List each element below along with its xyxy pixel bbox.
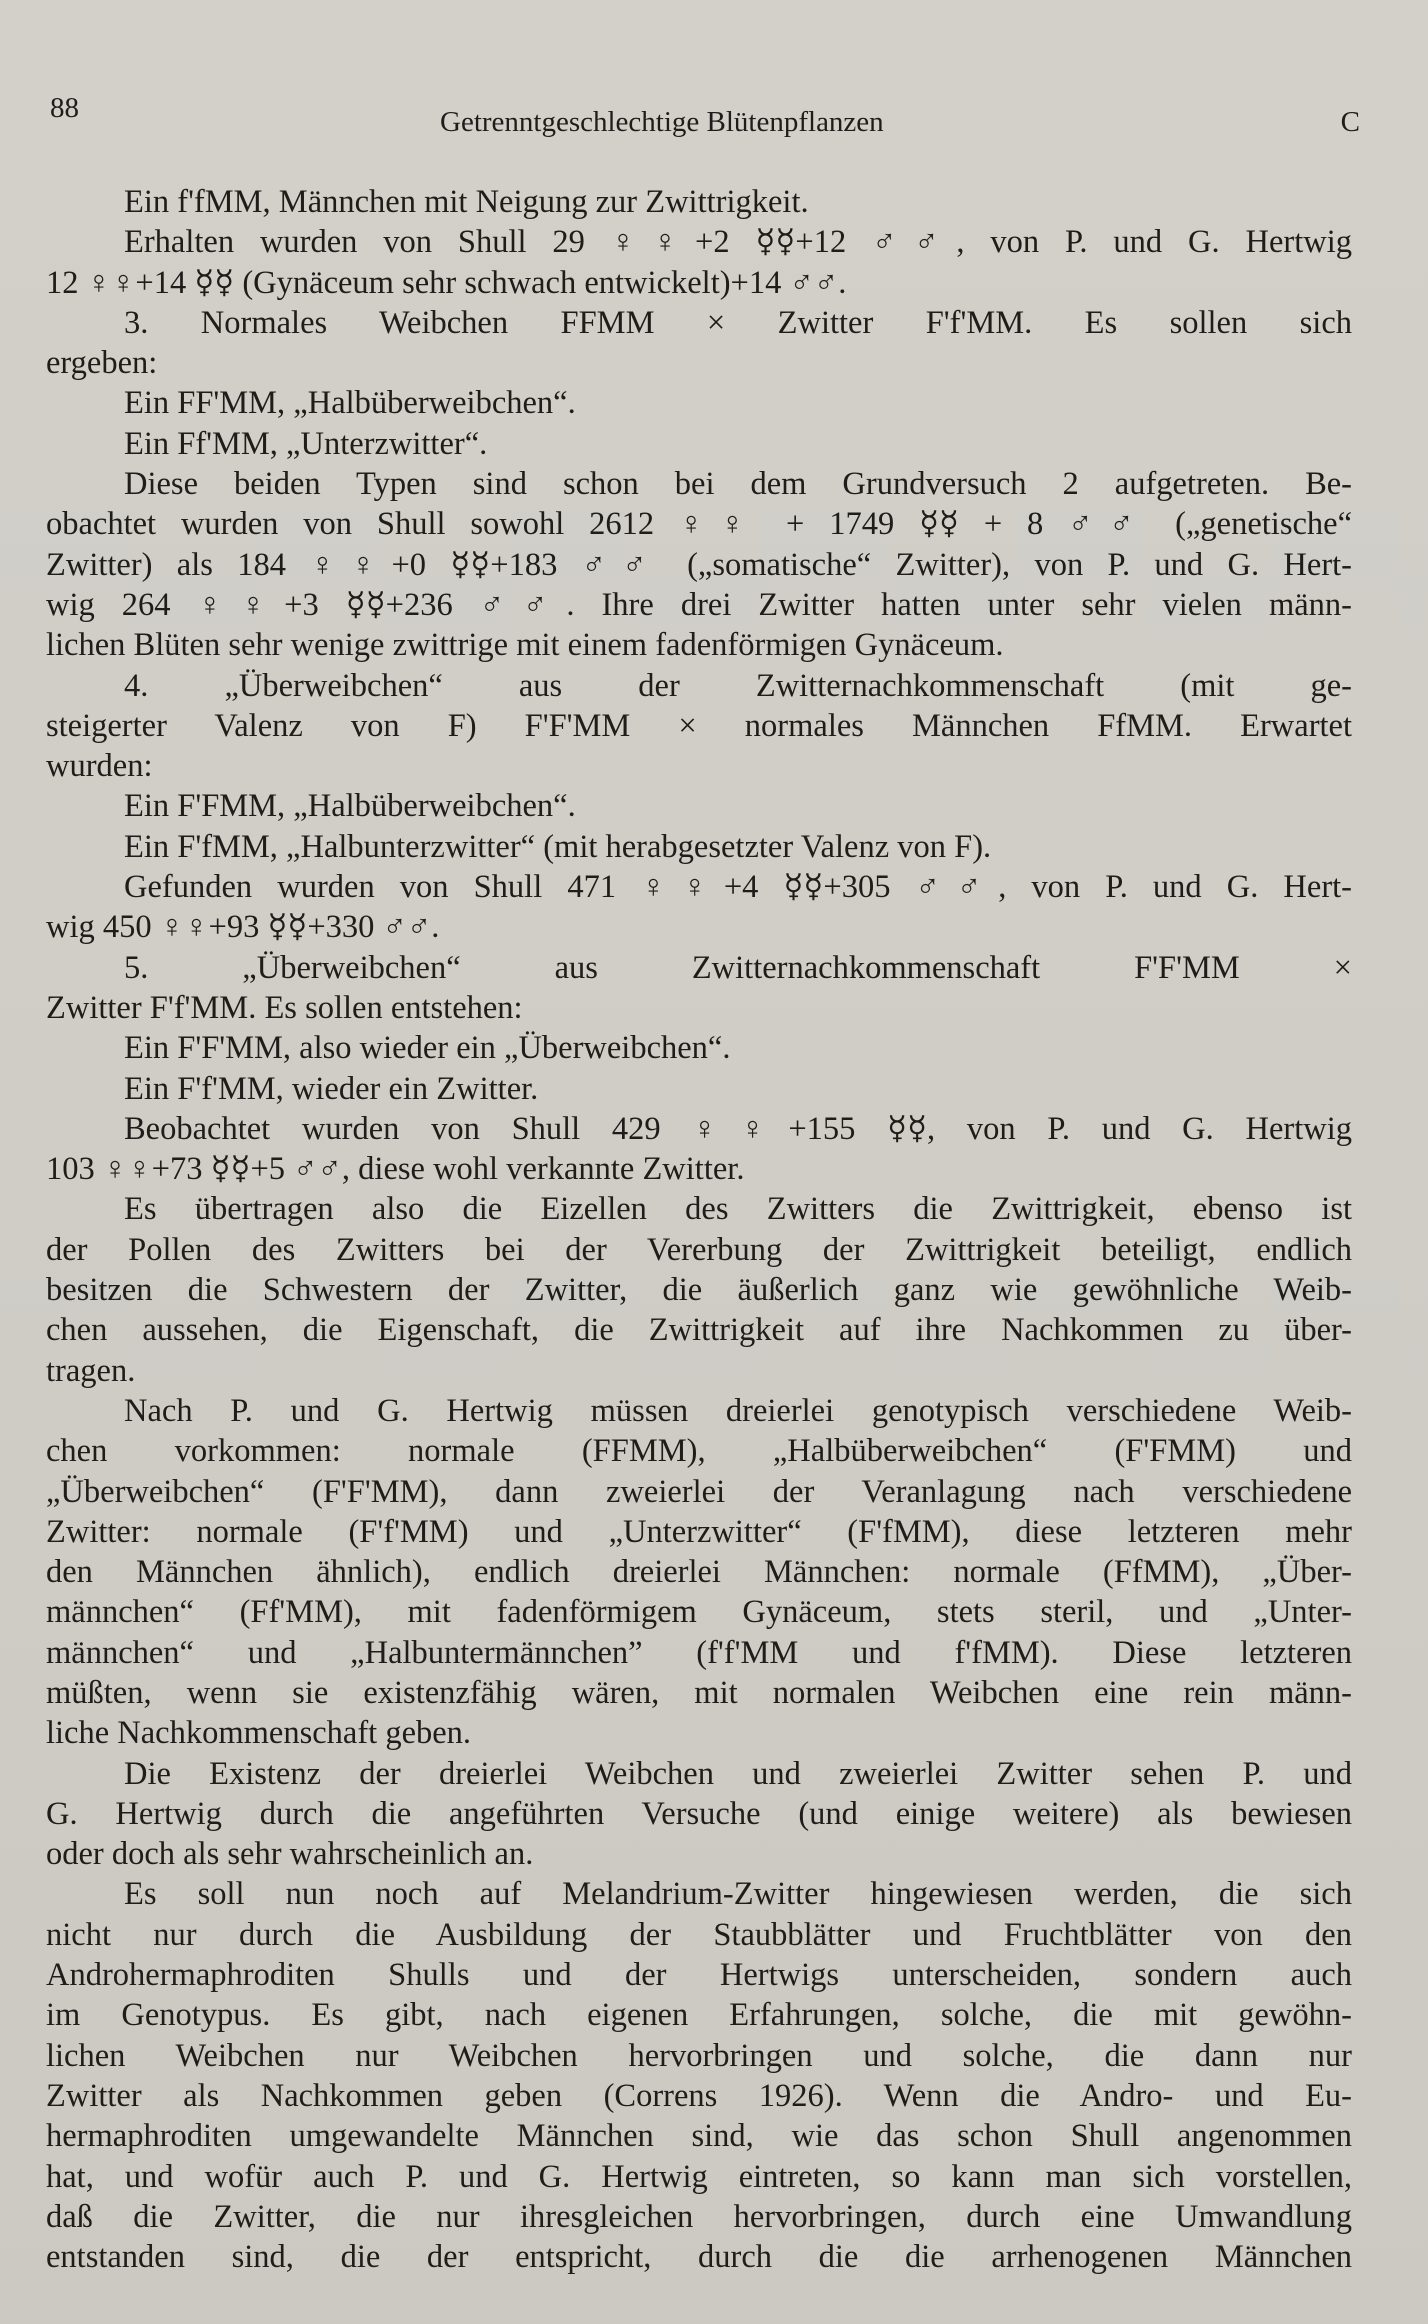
text-line: wig 450 ♀♀+93 ☿☿+330 ♂♂.: [46, 909, 440, 946]
text-line: Androhermaphroditen Shulls und der Hertwigs unterscheiden, sondern auch: [46, 1957, 1352, 1994]
text-line: Zwitter: normale (F'f'MM) und „Unterzwitter“ (F'fMM), diese letzteren mehr: [46, 1513, 1352, 1550]
text-line: Ein Ff'MM, „Unterzwitter“.: [124, 425, 488, 462]
text-line: Beobachtet wurden von Shull 429 ♀♀+155 ☿☿, von P. und G. Hertwig: [124, 1110, 1352, 1147]
text-line: Es soll nun noch auf Melandrium-Zwitter hingewiesen werden, die sich: [124, 1876, 1352, 1913]
text-line: Erhalten wurden von Shull 29 ♀♀+2 ☿☿+12 ♂♂, von P. und G. Hertwig: [124, 224, 1352, 261]
text-line: Gefunden wurden von Shull 471 ♀♀+4 ☿☿+305 ♂♂, von P. und G. Hert-: [124, 869, 1352, 906]
text-line: Ein F'FMM, „Halbüberweibchen“.: [124, 788, 576, 825]
text-line: Nach P. und G. Hertwig müssen dreierlei genotypisch verschiedene Weib-: [124, 1392, 1352, 1429]
text-line: 5. „Überweibchen“ aus Zwitternachkommenschaft F'F'MM ×: [124, 949, 1352, 986]
text-line: lichen Weibchen nur Weibchen hervorbringen und solche, die dann nur: [46, 2037, 1352, 2074]
text-line: Diese beiden Typen sind schon bei dem Grundversuch 2 aufgetreten. Be-: [124, 466, 1352, 503]
text-line: Zwitter F'f'MM. Es sollen entstehen:: [46, 989, 523, 1026]
text-line: Zwitter als Nachkommen geben (Correns 1926). Wenn die Andro- und Eu-: [46, 2077, 1352, 2114]
text-line: tragen.: [46, 1352, 136, 1389]
text-line: Zwitter) als 184 ♀♀+0 ☿☿+183 ♂♂ („somatische“ Zwitter), von P. und G. Hert-: [46, 546, 1352, 583]
text-line: Ein F'fMM, „Halbunterzwitter“ (mit herabgesetzter Valenz von F).: [124, 828, 992, 865]
chapter-title: Getrenntgeschlechtige Blütenpflanzen: [440, 106, 884, 138]
running-head: [50, 92, 1360, 138]
page-number: 88: [50, 92, 79, 124]
text-line: Die Existenz der dreierlei Weibchen und zweierlei Zwitter sehen P. und: [124, 1755, 1352, 1792]
text-line: wurden:: [46, 748, 153, 785]
text-line: „Überweibchen“ (F'F'MM), dann zweierlei der Veranlagung nach verschiedene: [46, 1473, 1352, 1510]
text-line: entstanden sind, die der entspricht, durch die die arrhenogenen Männchen: [46, 2239, 1352, 2276]
text-line: daß die Zwitter, die nur ihresgleichen hervorbringen, durch eine Umwandlung: [46, 2198, 1352, 2235]
text-line: müßten, wenn sie existenzfähig wären, mit normalen Weibchen eine rein männ-: [46, 1674, 1352, 1711]
text-line: Ein f'fMM, Männchen mit Neigung zur Zwittrigkeit.: [124, 184, 809, 220]
text-line: hat, und wofür auch P. und G. Hertwig eintreten, so kann man sich vorstellen,: [46, 2158, 1352, 2195]
text-line: besitzen die Schwestern der Zwitter, die äußerlich ganz wie gewöhnliche Weib-: [46, 1272, 1352, 1309]
text-line: Es übertragen also die Eizellen des Zwitters die Zwittrigkeit, ebenso ist: [124, 1191, 1352, 1228]
text-line: 103 ♀♀+73 ☿☿+5 ♂♂, diese wohl verkannte Zwitter.: [46, 1151, 745, 1188]
text-line: 3. Normales Weibchen FFMM × Zwitter F'f'MM. Es sollen sich: [124, 304, 1352, 341]
text-line: den Männchen ähnlich), endlich dreierlei Männchen: normale (FfMM), „Über-: [46, 1554, 1352, 1591]
text-line: liche Nachkommenschaft geben.: [46, 1715, 472, 1752]
text-line: im Genotypus. Es gibt, nach eigenen Erfahrungen, solche, die mit gewöhn-: [46, 1997, 1352, 2034]
text-line: hermaphroditen umgewandelte Männchen sind, wie das schon Shull angenommen: [46, 2118, 1352, 2155]
text-line: 4. „Überweibchen“ aus der Zwitternachkommenschaft (mit ge-: [124, 667, 1352, 704]
text-line: nicht nur durch die Ausbildung der Staubblätter und Fruchtblätter von den: [46, 1916, 1352, 1953]
body-text: [46, 182, 1352, 2277]
text-line: wig 264 ♀♀+3 ☿☿+236 ♂♂. Ihre drei Zwitter hatten unter sehr vielen männ-: [46, 586, 1352, 623]
text-line: männchen“ (Ff'MM), mit fadenförmigem Gynäceum, stets steril, und „Unter-: [46, 1594, 1352, 1631]
text-line: Ein F'f'MM, wieder ein Zwitter.: [124, 1070, 539, 1107]
text-line: der Pollen des Zwitters bei der Vererbung der Zwittrigkeit beteiligt, endlich: [46, 1231, 1352, 1268]
text-line: chen aussehen, die Eigenschaft, die Zwittrigkeit auf ihre Nachkommen zu über-: [46, 1312, 1352, 1349]
text-line: ergeben:: [46, 345, 158, 382]
text-line: männchen“ und „Halbuntermännchen” (f'f'MM und f'fMM). Diese letzteren: [46, 1634, 1352, 1671]
text-line: chen vorkommen: normale (FFMM), „Halbüberweibchen“ (F'FMM) und: [46, 1433, 1352, 1470]
text-line: obachtet wurden von Shull sowohl 2612 ♀♀ + 1749 ☿☿ + 8 ♂♂ („genetische“: [46, 506, 1352, 543]
section-letter: C: [1340, 106, 1360, 138]
text-line: Ein FF'MM, „Halbüberweibchen“.: [124, 385, 576, 422]
text-line: oder doch als sehr wahrscheinlich an.: [46, 1836, 534, 1873]
text-line: G. Hertwig durch die angeführten Versuche (und einige weitere) als bewiesen: [46, 1795, 1352, 1832]
text-line: steigerter Valenz von F) F'F'MM × normales Männchen FfMM. Erwartet: [46, 707, 1352, 744]
text-line: lichen Blüten sehr wenige zwittrige mit einem fadenförmigen Gynäceum.: [46, 627, 1004, 664]
text-line: 12 ♀♀+14 ☿☿ (Gynäceum sehr schwach entwickelt)+14 ♂♂.: [46, 264, 847, 301]
text-line: Ein F'F'MM, also wieder ein „Überweibchen“.: [124, 1030, 731, 1067]
